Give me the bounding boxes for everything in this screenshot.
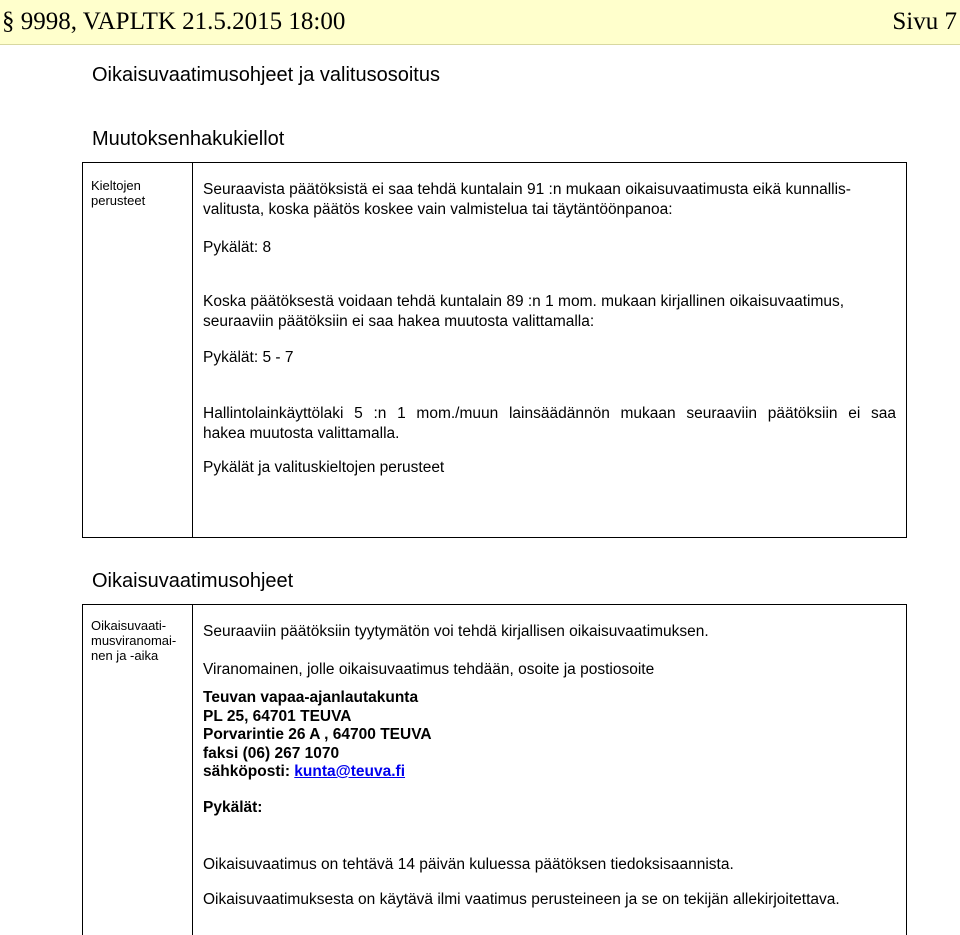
pykalat-label: Pykälät xyxy=(203,239,254,256)
fax-number: faksi (06) 267 1070 xyxy=(203,745,340,762)
paragraph-line: valitusta, koska päätös koskee vain valmistelua tai täytäntöönpanoa: xyxy=(203,201,673,218)
header-page-number: Sivu 7 xyxy=(892,8,957,35)
pykalat-valituskiellot: Pykälät ja valituskieltojen perusteet xyxy=(203,459,445,476)
oikaisuvaatimus-intro: Seuraaviin päätöksiin tyytymätön voi tehdä kirjallisen oikaisuvaatimuksen. xyxy=(203,623,709,640)
paragraph-line: Koska päätöksestä voidaan tehdä kuntalain 89 :n 1 mom. mukaan kirjallinen oikaisuvaatimus, xyxy=(203,293,845,310)
section-heading-muutoksenhakukiellot: Muutoksenhakukiellot xyxy=(92,128,285,150)
header-left-text: § 9998, VAPLTK 21.5.2015 18:00 xyxy=(2,8,346,35)
page-header-bar xyxy=(0,0,960,45)
paragraph-kieltojen xyxy=(203,180,851,220)
email-link[interactable]: kunta@teuva.fi xyxy=(294,763,406,780)
pykalat-oikaisu: Pykälät: xyxy=(203,799,263,816)
section1-side-label xyxy=(91,178,145,208)
pykalat-line-1 xyxy=(203,238,271,258)
authority-name: Teuvan vapaa-ajanlautakunta xyxy=(203,689,419,706)
viranomainen-line: Viranomainen, jolle oikaisuvaatimus tehdään, osoite ja postiosoite xyxy=(203,661,655,678)
paragraph-oikaisuvaatimus xyxy=(203,292,844,332)
side-label-line: musviranomai- xyxy=(91,633,177,648)
paragraph-line: Hallintolainkäyttölaki 5 :n 1 mom./muun lainsäädännön mukaan seuraaviin päätöksiin ei saa xyxy=(203,405,896,422)
side-label-line: perusteet xyxy=(91,193,146,208)
address-po-box: PL 25, 64701 TEUVA xyxy=(203,708,352,725)
address-street: Porvarintie 26 A , 64700 TEUVA xyxy=(203,726,432,743)
email-label: sähköposti: xyxy=(203,763,295,780)
document-title: Oikaisuvaatimusohjeet ja valitusosoitus xyxy=(92,64,440,86)
side-label-line: Kieltojen xyxy=(91,178,141,193)
paragraph-hallintolainkayttolaki xyxy=(203,404,896,444)
paragraph-line: hakea muutosta valittamalla. xyxy=(203,425,400,442)
side-label-line: Oikaisuvaati- xyxy=(91,618,167,633)
section2-side-label xyxy=(91,618,176,663)
section-heading-oikaisuvaatimusohjeet: Oikaisuvaatimusohjeet xyxy=(92,570,294,592)
section1-left-cell xyxy=(82,162,193,538)
email-line xyxy=(203,762,405,782)
pykalat-value: : 5 - 7 xyxy=(253,349,294,366)
pykalat-line-2 xyxy=(203,348,293,368)
pykalat-value: : 8 xyxy=(253,239,272,256)
requirements-line: Oikaisuvaatimuksesta on käytävä ilmi vaatimus perusteineen ja se on tekijän allekirjoitettava. xyxy=(203,891,840,908)
paragraph-line: Seuraavista päätöksistä ei saa tehdä kuntalain 91 :n mukaan oikaisuvaatimusta eikä kunnallis- xyxy=(203,181,851,198)
pykalat-label: Pykälät xyxy=(203,349,254,366)
paragraph-line: seuraaviin päätöksiin ei saa hakea muutosta valittamalla: xyxy=(203,313,595,330)
side-label-line: nen ja -aika xyxy=(91,648,159,663)
deadline-line: Oikaisuvaatimus on tehtävä 14 päivän kuluessa päätöksen tiedoksisaannista. xyxy=(203,856,734,873)
